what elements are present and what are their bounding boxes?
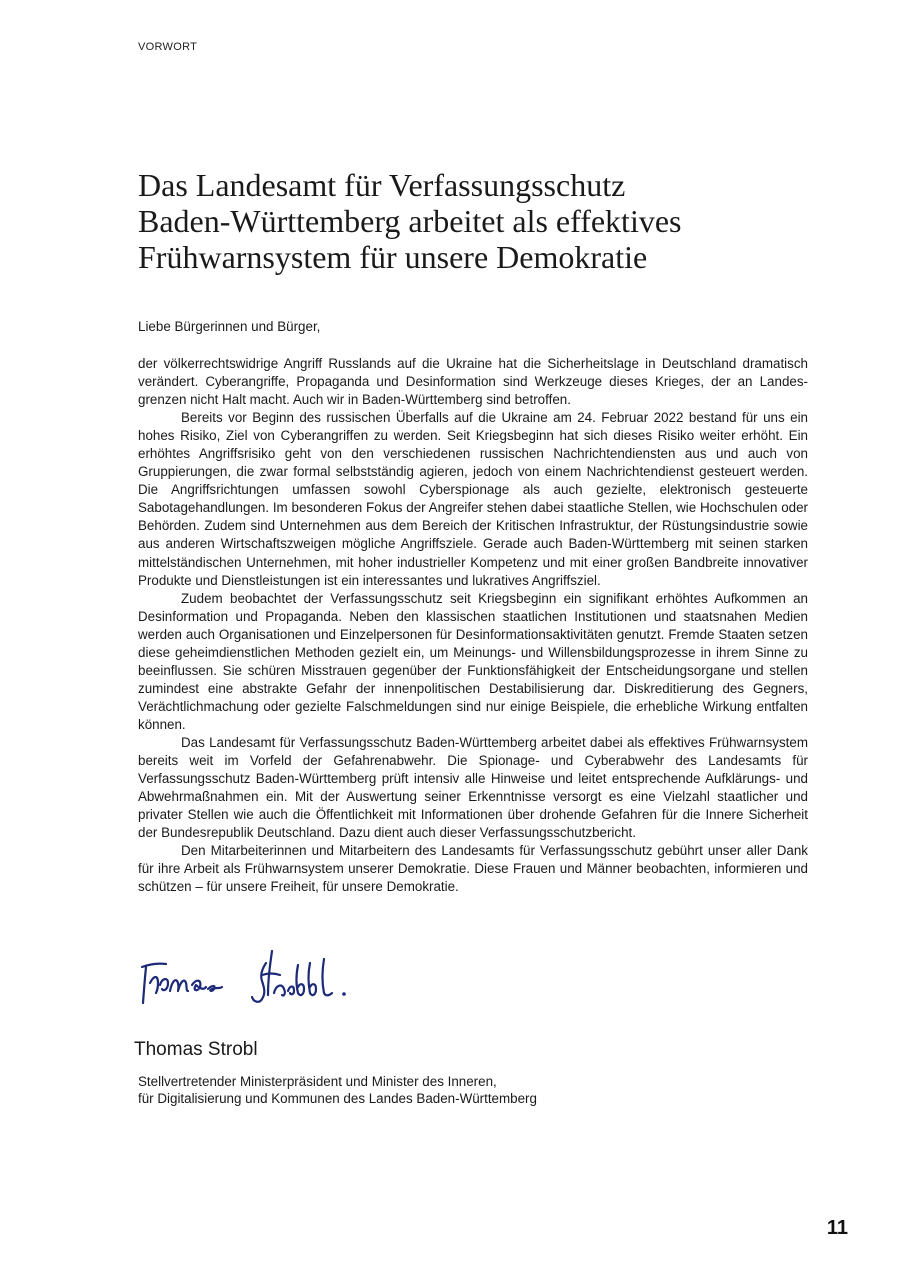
page-title xyxy=(138,167,778,275)
signer-role-line-2: für Digitalisierung und Kommunen des Landes Baden-Württemberg xyxy=(138,1091,537,1106)
title-line-1: Das Landesamt für Verfassungsschutz xyxy=(138,167,626,203)
signer-role-line-1: Stellvertretender Ministerpräsident und Minister des Inneren, xyxy=(138,1074,497,1089)
salutation: Liebe Bürgerinnen und Bürger, xyxy=(138,319,321,334)
signer-role xyxy=(138,1073,537,1107)
title-line-2: Baden-Württemberg arbeitet als effektives xyxy=(138,203,682,239)
paragraph-4: Das Landesamt für Verfassungsschutz Baden-Württemberg arbeitet dabei als effektives Frühwarnsystem bereits weit im Vorfeld der Gefahrenabwehr. Die Spionage- und Cyberabwehr des Landesamts für Verfassungsschutz Baden-Württemberg prüft intensiv alle Hinweise und leitet entsprechende Aufklärungs- und Abwehrmaßnahmen ein. Mit der Auswertung seiner Erkenntnisse versorgt es eine Vielzahl staatlicher und privater Stellen wie auch die Öffentlichkeit mit Informationen über drohende Gefahren für die Innere Sicherheit der Bundesrepublik Deutschland. Dazu dient auch dieser Verfassungsschutzbericht. xyxy=(138,734,808,841)
title-line-3: Frühwarnsystem für unsere Demokratie xyxy=(138,239,648,275)
paragraph-3: Zudem beobachtet der Verfassungsschutz seit Kriegsbeginn ein signifikant erhöhtes Aufkommen an Desinformation und Propaganda. Neben den klassischen staatlichen Institutionen und staatsnahen Medien werden auch Organisationen und Einzelpersonen für Desinformationsaktivitäten genutzt. Fremde Staaten setzen diese geheimdienstlichen Methoden gezielt ein, um Meinungs- und Willensbildungsprozesse in ihrem Sinne zu beeinflussen. Sie schüren Misstrauen gegenüber der Funktionsfähigkeit der Entscheidungsorgane und stellen zumindest eine abstrakte Gefahr der innenpolitischen Destabilisierung dar. Diskreditierung des Gegners, Verächtlichmachung oder gezielte Falschmeldungen sind nur einige Beispiele, die erhebliche Wirkung entfalten können. xyxy=(138,590,808,732)
body-text xyxy=(138,355,808,896)
section-label: VORWORT xyxy=(138,41,198,53)
paragraph-1: der völkerrechtswidrige Angriff Russlands auf die Ukraine hat die Sicherheitslage in Deutschland dramatisch verändert. Cyberangriffe, Propaganda und Desinformation sind Werkzeuge dieses Krieges, der an Landesgrenzen nicht Halt macht. Auch wir in Baden-Württemberg sind betroffen. xyxy=(138,356,808,408)
signer-name: Thomas Strobl xyxy=(134,1039,258,1060)
paragraph-2: Bereits vor Beginn des russischen Überfalls auf die Ukraine am 24. Februar 2022 bestand für uns ein hohes Risiko, Ziel von Cyberangriffen zu werden. Seit Kriegsbeginn hat sich dieses Risiko weiter erhöht. Ein erhöhtes Angriffsrisiko geht von den verschiedenen russischen Nachrichtendiensten aus und auch von Gruppierungen, die zwar formal selbstständig agieren, jedoch von einem Nachrichtendienst gesteuert werden. Die Angriffsrichtungen umfassen sowohl Cyberspionage als auch gezielte, elektronisch gesteuerte Sabotagehandlungen. Im besonderen Fokus der Angreifer stehen dabei staatliche Stellen, wie Hochschulen oder Behörden. Zudem sind Unternehmen aus dem Bereich der Kritischen Infrastruktur, der Rüstungsindustrie sowie aus anderen Wirtschaftszweigen mögliche Angriffsziele. Gerade auch Baden-Württemberg mit seinen starken mittelständischen Unternehmen, mit hoher industrieller Kompetenz und mit einer großen Bandbreite innovativer Produkte und Dienstleistungen ist ein interessantes und lukratives Angriffsziel. xyxy=(138,410,808,588)
paragraph-5: Den Mitarbeiterinnen und Mitarbeitern des Landesamts für Verfassungsschutz gebührt unser aller Dank für ihre Arbeit als Frühwarnsystem unserer Demokratie. Diese Frauen und Männer beobachten, informieren und schützen – für unsere Freiheit, für unsere Demokratie. xyxy=(138,843,808,895)
page-number: 11 xyxy=(826,1217,848,1239)
handwritten-signature xyxy=(134,945,374,1015)
